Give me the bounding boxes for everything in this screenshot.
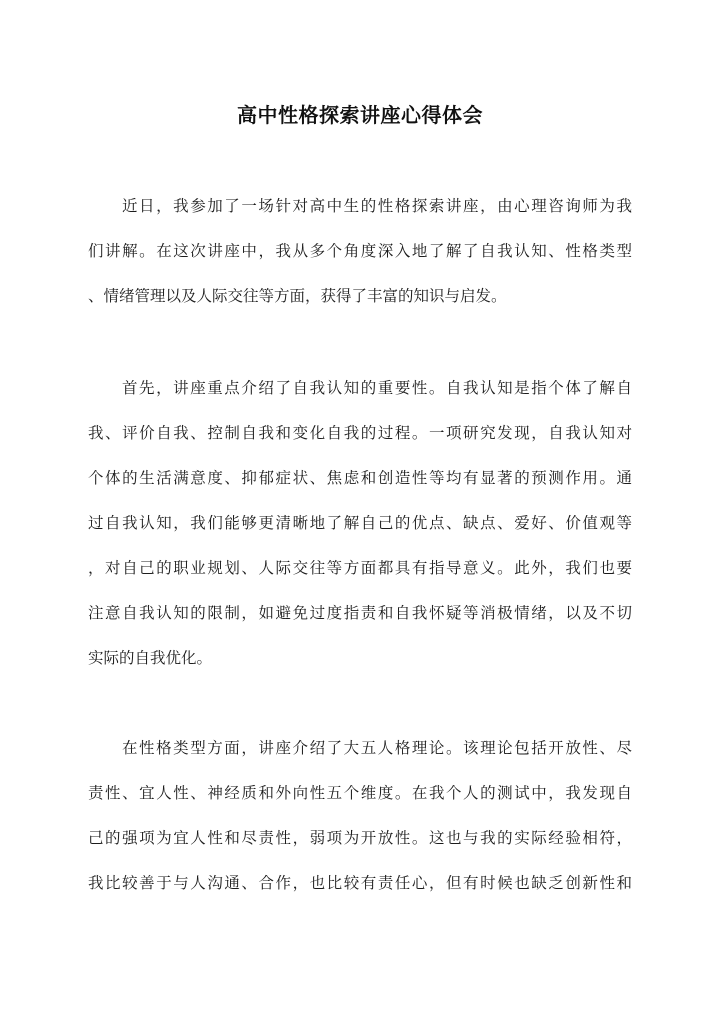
text-line: 近日，我参加了一场针对高中生的性格探索讲座，由心理咨询师为我: [122, 197, 632, 215]
paragraph-self-awareness: [88, 366, 632, 681]
text-line: ，对自己的职业规划、人际交往等方面都具有指导意义。此外，我们也要: [88, 559, 632, 577]
text-line: 我、评价自我、控制自我和变化自我的过程。一项研究发现，自我认知对: [88, 424, 632, 442]
text-line: 首先，讲座重点介绍了自我认知的重要性。自我认知是指个体了解自: [122, 379, 632, 397]
page-title: 高中性格探索讲座心得体会: [237, 103, 483, 128]
text-line: 、情绪管理以及人际交往等方面，获得了丰富的知识与启发。: [88, 287, 507, 305]
text-line: 实际的自我优化。: [88, 649, 213, 667]
text-line: 过自我认知，我们能够更清晰地了解自己的优点、缺点、爱好、价值观等: [88, 514, 632, 532]
paragraph-personality-types: [88, 726, 632, 906]
text-line: 我比较善于与人沟通、合作，也比较有责任心，但有时候也缺乏创新性和: [88, 874, 632, 892]
text-line: 们讲解。在这次讲座中，我从多个角度深入地了解了自我认知、性格类型: [88, 242, 632, 260]
text-line: 在性格类型方面，讲座介绍了大五人格理论。该理论包括开放性、尽: [122, 739, 632, 757]
text-line: 注意自我认知的限制，如避免过度指责和自我怀疑等消极情绪，以及不切: [88, 604, 632, 622]
paragraph-intro: [88, 184, 632, 319]
text-line: 个体的生活满意度、抑郁症状、焦虑和创造性等均有显著的预测作用。通: [88, 469, 632, 487]
text-line: 己的强项为宜人性和尽责性，弱项为开放性。这也与我的实际经验相符，: [88, 829, 632, 847]
text-line: 责性、宜人性、神经质和外向性五个维度。在我个人的测试中，我发现自: [88, 784, 632, 802]
